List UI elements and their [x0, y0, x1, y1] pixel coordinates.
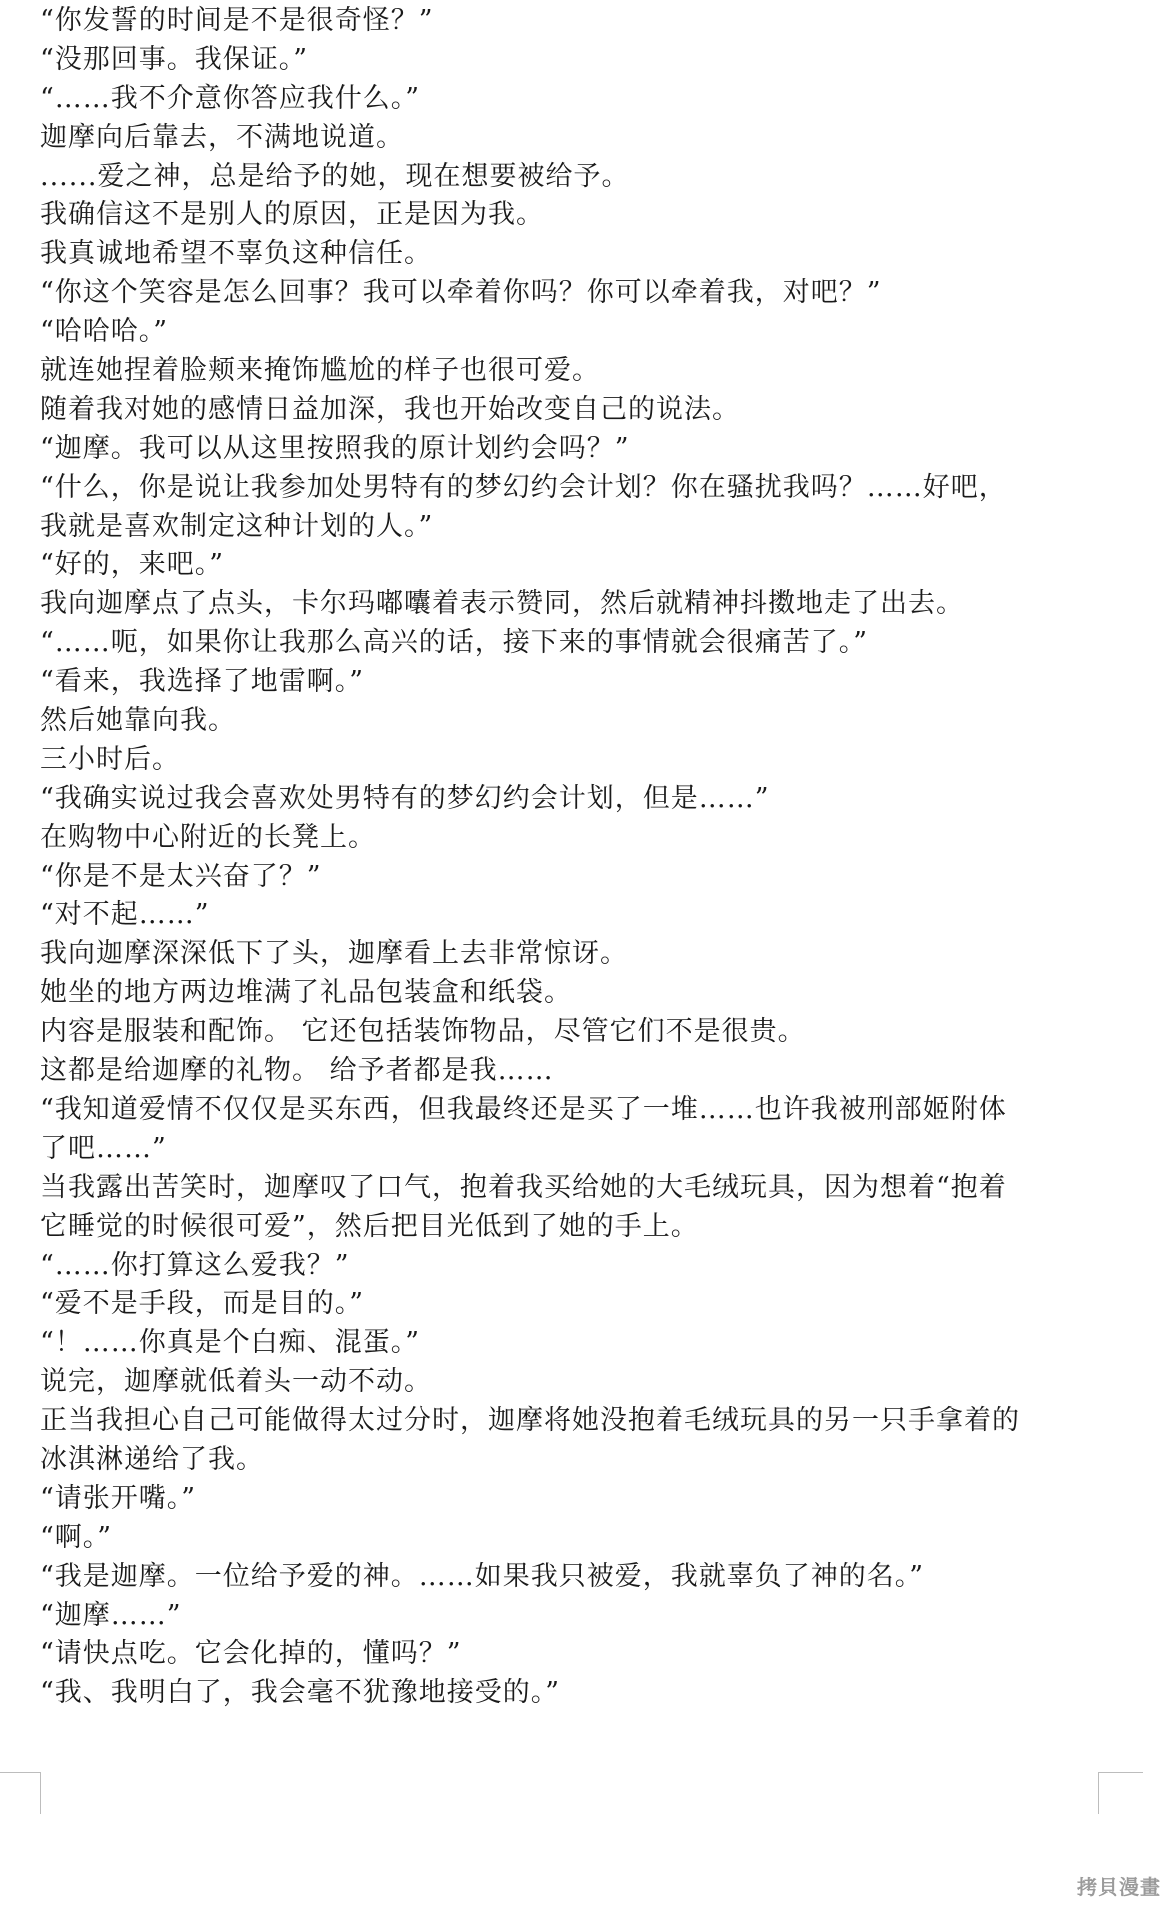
- text-line: 在购物中心附近的长凳上。: [40, 821, 376, 853]
- text-line: 冰淇淋递给了我。: [40, 1443, 264, 1475]
- text-line: “对不起……”: [40, 899, 210, 931]
- text-line: 我就是喜欢制定这种计划的人。”: [40, 510, 434, 542]
- text-line: 迦摩向后靠去，不满地说道。: [40, 121, 404, 153]
- text-line: 内容是服装和配饰。 它还包括装饰物品，尽管它们不是很贵。: [40, 1016, 806, 1048]
- text-line: “你是不是太兴奋了？”: [40, 860, 322, 892]
- text-line: 我向迦摩深深低下了头，迦摩看上去非常惊讶。: [40, 938, 628, 970]
- text-line: “我知道爱情不仅仅是买东西，但我最终还是买了一堆……也许我被刑部姬附体: [40, 1093, 1007, 1125]
- text-line: “……呃，如果你让我那么高兴的话，接下来的事情就会很痛苦了。”: [40, 627, 869, 659]
- text-line: “你发誓的时间是不是很奇怪？”: [40, 5, 434, 36]
- text-line: “好的，来吧。”: [40, 549, 225, 581]
- text-line: “请张开嘴。”: [40, 1482, 197, 1514]
- text-line: 三小时后。: [40, 743, 180, 775]
- text-line: “！……你真是个白痴、混蛋。”: [40, 1327, 421, 1359]
- text-line: 我向迦摩点了点头，卡尔玛嘟囔着表示赞同，然后就精神抖擞地走了出去。: [40, 588, 964, 620]
- text-line: “没那回事。我保证。”: [40, 43, 309, 75]
- text-line: 这都是给迦摩的礼物。 给予者都是我……: [40, 1055, 554, 1087]
- text-line: “哈哈哈。”: [40, 316, 169, 348]
- text-line: “……我不介意你答应我什么。”: [40, 82, 421, 114]
- text-line: “我确实说过我会喜欢处男特有的梦幻约会计划，但是……”: [40, 782, 770, 814]
- text-line: 了吧……”: [40, 1132, 167, 1164]
- text-line: 它睡觉的时候很可爱”，然后把目光低到了她的手上。: [40, 1210, 699, 1242]
- page-corner-mark-right: [1098, 1772, 1143, 1814]
- text-line: 就连她捏着脸颊来掩饰尴尬的样子也很可爱。: [40, 355, 600, 387]
- text-line: “什么，你是说让我参加处男特有的梦幻约会计划？你在骚扰我吗？……好吧，: [40, 471, 1007, 503]
- text-line: “爱不是手段，而是目的。”: [40, 1288, 365, 1320]
- text-line: 她坐的地方两边堆满了礼品包装盒和纸袋。: [40, 977, 572, 1009]
- text-line: “……你打算这么爱我？”: [40, 1249, 350, 1281]
- text-line: 随着我对她的感情日益加深，我也开始改变自己的说法。: [40, 393, 740, 425]
- text-line: “我是迦摩。一位给予爱的神。……如果我只被爱，我就辜负了神的名。”: [40, 1560, 925, 1592]
- text-line: 然后她靠向我。: [40, 705, 236, 737]
- text-line: 我真诚地希望不辜负这种信任。: [40, 238, 432, 270]
- text-line: “看来，我选择了地雷啊。”: [40, 666, 365, 698]
- text-line: 当我露出苦笑时，迦摩叹了口气，抱着我买给她的大毛绒玩具，因为想着“抱着: [40, 1171, 1007, 1203]
- page-corner-mark-left: [0, 1772, 41, 1814]
- text-line: “啊。”: [40, 1521, 113, 1553]
- text-line: “迦摩……”: [40, 1599, 182, 1631]
- text-line: 正当我担心自己可能做得太过分时，迦摩将她没抱着毛绒玩具的另一只手拿着的: [40, 1405, 1020, 1437]
- text-line: “我、我明白了，我会毫不犹豫地接受的。”: [40, 1677, 561, 1709]
- text-line: 说完，迦摩就低着头一动不动。: [40, 1366, 432, 1398]
- text-line: “请快点吃。它会化掉的，懂吗？”: [40, 1638, 462, 1670]
- text-line: “你这个笑容是怎么回事？我可以牵着你吗？你可以牵着我，对吧？”: [40, 277, 882, 309]
- text-line: “迦摩。我可以从这里按照我的原计划约会吗？”: [40, 432, 630, 464]
- document-text: [40, 2, 1120, 1713]
- text-line: ......爱之神，总是给予的她，现在想要被给予。: [40, 160, 630, 192]
- watermark: 拷貝漫畫: [1077, 1875, 1161, 1899]
- text-line: 我确信这不是别人的原因，正是因为我。: [40, 199, 544, 231]
